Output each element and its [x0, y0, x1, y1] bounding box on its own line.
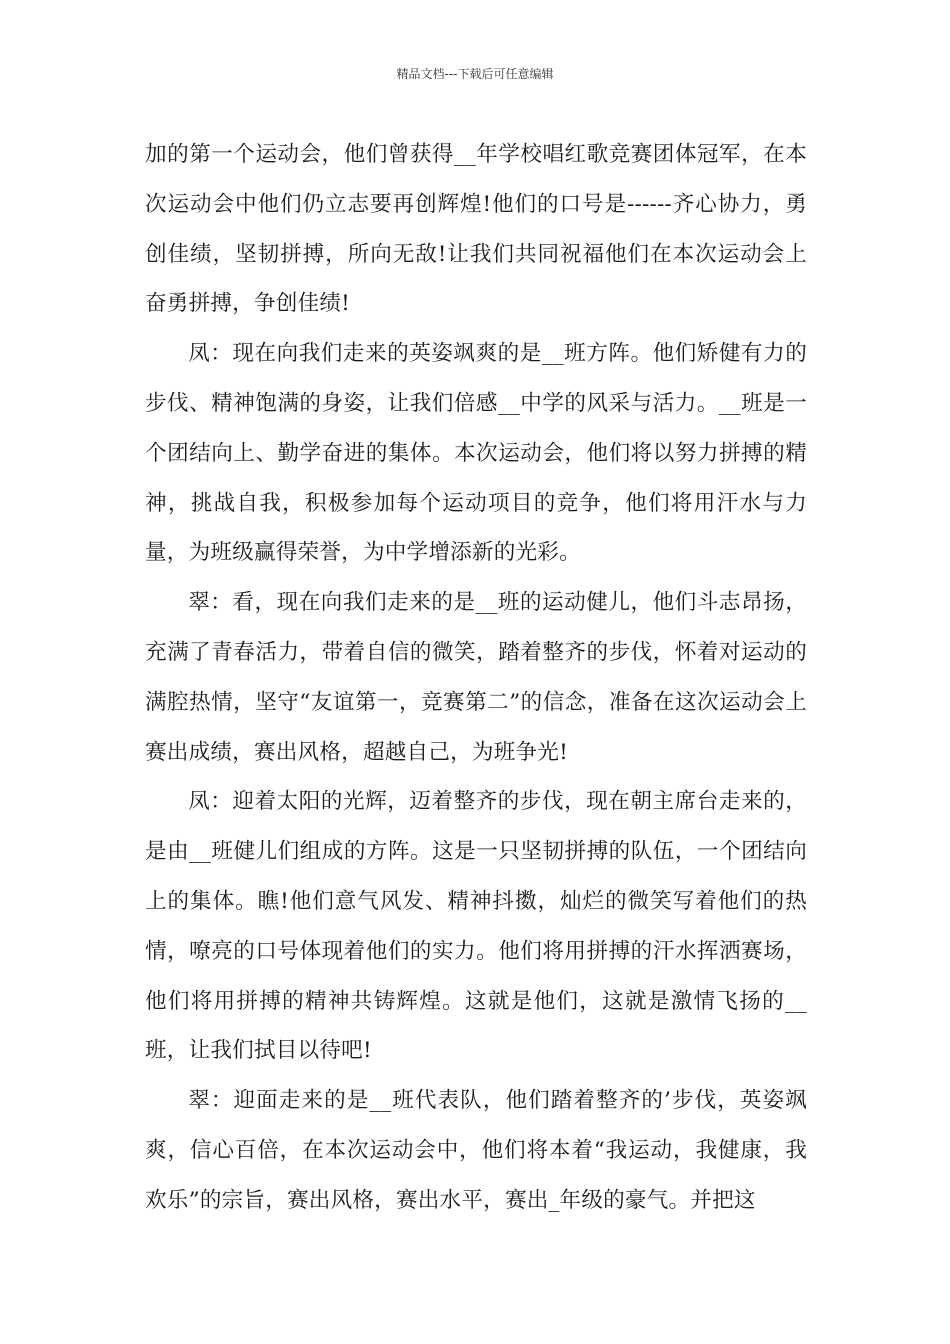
paragraph-continuation: 加的第一个运动会，他们曾获得__年学校唱红歌竞赛团体冠军，在本次运动会中他们仍立志要再创辉煌!他们的口号是------齐心协力，勇创佳绩，坚韧拼搏，所向无敌!让我们共同祝福他们在本次运动会上奋勇拼搏，争创佳绩! — [145, 142, 807, 317]
page-header: 精品文档---下载后可任意编辑 — [396, 67, 554, 81]
paragraph-feng-1: 凤：现在向我们走来的英姿飒爽的是__班方阵。他们矫健有力的步伐、精神饱满的身姿，让我们倍感__中学的风采与活力。__班是一个团结向上、勤学奋进的集体。本次运动会，他们将以努力拼搏的精神，挑战自我，积极参加每个运动项目的竞争，他们将用汗水与力量，为班级赢得荣誉，为中学增添新的光彩。 — [145, 341, 807, 566]
document-body — [145, 130, 807, 1226]
paragraph-cui-1: 翠：看，现在向我们走来的是__班的运动健儿，他们斗志昂扬，充满了青春活力，带着自信的微笑，踏着整齐的步伐，怀着对运动的满腔热情，坚守“友谊第一，竞赛第二”的信念，准备在这次运动会上赛出成绩，赛出风格，超越自己，为班争光! — [145, 590, 807, 765]
paragraph-feng-2: 凤：迎着太阳的光辉，迈着整齐的步伐，现在朝主席台走来的，是由__班健儿们组成的方阵。这是一只坚韧拼搏的队伍，一个团结向上的集体。瞧!他们意气风发、精神抖擞，灿烂的微笑写着他们的热情，嘹亮的口号体现着他们的实力。他们将用拼搏的汗水挥洒赛场，他们将用拼搏的精神共铸辉煌。这就是他们，这就是激情飞扬的__班，让我们拭目以待吧! — [145, 789, 807, 1064]
paragraph-cui-2: 翠：迎面走来的是__班代表队，他们踏着整齐的’步伐，英姿飒爽，信心百倍，在本次运动会中，他们将本着“我运动，我健康，我欢乐”的宗旨，赛出风格，赛出水平，赛出_年级的豪气。并把这 — [145, 1088, 807, 1213]
